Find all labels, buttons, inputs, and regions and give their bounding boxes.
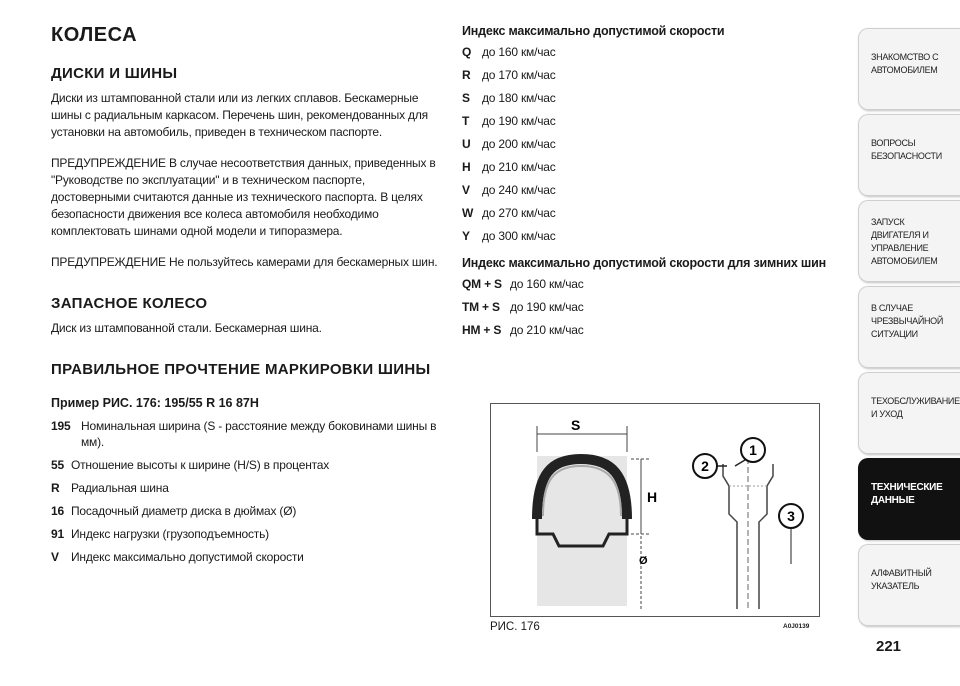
speed-value: до 160 км/час [510, 277, 584, 291]
marking-text: Номинальная ширина (S - расстояние между боковинами шины в мм). [81, 419, 437, 449]
tab-starting-driving[interactable] [858, 200, 960, 282]
speed-value: до 160 км/час [482, 45, 556, 59]
speed-value: до 190 км/час [482, 114, 556, 128]
tab-index[interactable] [858, 544, 960, 626]
marking-key: 195 [51, 419, 71, 433]
tab-technical-data[interactable] [858, 458, 960, 540]
speed-value: до 300 км/час [482, 229, 556, 243]
speed-key: U [462, 137, 471, 151]
speed-value: до 210 км/час [510, 323, 584, 337]
tab-label: АЛФАВИТНЫЙ УКАЗАТЕЛЬ [871, 568, 932, 591]
speed-key: Y [462, 229, 470, 243]
list-item [462, 44, 842, 60]
tab-label: ТЕХОБСЛУЖИВАНИЕ И УХОД [871, 396, 960, 419]
winter-speed-index-list [462, 276, 842, 338]
tire-diagram-figure [490, 403, 820, 617]
speed-key: TM + S [462, 300, 500, 314]
tab-label: ТЕХНИЧЕСКИЕ ДАННЫЕ [871, 482, 943, 506]
speed-key: Q [462, 45, 472, 59]
wheel-profile-right [723, 449, 773, 609]
callout-2 [693, 454, 717, 478]
list-item [462, 113, 842, 129]
page-number: 221 [876, 638, 902, 655]
marking-key: 16 [51, 504, 64, 518]
speed-value: до 170 км/час [482, 68, 556, 82]
speed-key: W [462, 206, 474, 220]
list-item [462, 67, 842, 83]
tab-label: В СЛУЧАЕ ЧРЕЗВЫЧАЙНОЙ СИТУАЦИИ [871, 303, 944, 339]
winter-speed-index-heading: Индекс максимально допустимой скорости для зимних шин [462, 256, 826, 270]
paragraph-spare-wheel: Диск из штампованной стали. Бескамерная шина. [51, 321, 322, 335]
dimension-label-s: S [571, 417, 581, 433]
speed-index-list [462, 44, 842, 244]
speed-key: T [462, 114, 470, 128]
marking-text: Радиальная шина [71, 481, 169, 495]
tab-emergency[interactable] [858, 286, 960, 368]
marking-list [51, 418, 446, 565]
left-column [51, 20, 446, 572]
list-item [462, 90, 842, 106]
section-title-disks-tires: ДИСКИ И ШИНЫ [51, 65, 178, 82]
svg-text:3: 3 [787, 508, 795, 524]
dimension-label-h: H [647, 489, 658, 505]
tire-section-left [537, 456, 627, 606]
speed-value: до 200 км/час [482, 137, 556, 151]
dimension-label-diameter: Ø [639, 555, 648, 567]
speed-value: до 190 км/час [510, 300, 584, 314]
speed-value: до 240 км/час [482, 183, 556, 197]
right-column [462, 24, 842, 345]
speed-key: HM + S [462, 323, 502, 337]
marking-key: R [51, 481, 60, 495]
warning-tubes: ПРЕДУПРЕЖДЕНИЕ Не пользуйтесь камерами для бескамерных шин. [51, 255, 438, 269]
tab-know-vehicle[interactable] [858, 28, 960, 110]
section-title-spare-wheel: ЗАПАСНОЕ КОЛЕСО [51, 295, 208, 312]
marking-text: Индекс максимально допустимой скорости [71, 550, 304, 564]
speed-key: H [462, 160, 471, 174]
svg-text:2: 2 [701, 458, 709, 474]
pointer-line [735, 460, 745, 466]
speed-index-heading: Индекс максимально допустимой скорости [462, 24, 725, 38]
list-item [51, 457, 446, 473]
svg-text:1: 1 [749, 442, 757, 458]
marking-key: V [51, 550, 59, 564]
list-item [462, 276, 842, 292]
marking-text: Посадочный диаметр диска в дюймах (Ø) [71, 504, 297, 518]
marking-text: Индекс нагрузки (грузоподъемность) [71, 527, 269, 541]
tab-maintenance[interactable] [858, 372, 960, 454]
chapter-tabs [858, 28, 960, 630]
list-item [462, 136, 842, 152]
speed-value: до 270 км/час [482, 206, 556, 220]
speed-key: S [462, 91, 470, 105]
tab-label: ЗНАКОМСТВО С АВТОМОБИЛЕМ [871, 52, 939, 75]
callout-1 [741, 438, 765, 462]
list-item [462, 322, 842, 338]
figure-code: A0J0139 [783, 623, 810, 630]
list-item [51, 526, 446, 542]
list-item [462, 228, 842, 244]
list-item [51, 549, 446, 565]
callout-3 [779, 504, 803, 528]
list-item [462, 205, 842, 221]
tab-label: ЗАПУСК ДВИГАТЕЛЯ И УПРАВЛЕНИЕ АВТОМОБИЛЕМ [871, 217, 938, 266]
tire-cross-section-diagram [491, 404, 819, 616]
speed-value: до 180 км/час [482, 91, 556, 105]
marking-key: 91 [51, 527, 64, 541]
tab-label: ВОПРОСЫ БЕЗОПАСНОСТИ [871, 138, 942, 161]
page-title: КОЛЕСА [51, 24, 138, 46]
list-item [51, 480, 446, 496]
list-item [462, 299, 842, 315]
section-title-tire-marking: ПРАВИЛЬНОЕ ПРОЧТЕНИЕ МАРКИРОВКИ ШИНЫ [51, 361, 431, 378]
speed-key: R [462, 68, 471, 82]
tab-safety[interactable] [858, 114, 960, 196]
marking-key: 55 [51, 458, 64, 472]
marking-text: Отношение высоты к ширине (H/S) в процентах [71, 458, 330, 472]
speed-value: до 210 км/час [482, 160, 556, 174]
marking-example-heading: Пример РИС. 176: 195/55 R 16 87H [51, 396, 259, 410]
speed-key: QM + S [462, 277, 502, 291]
paragraph-disks-tires: Диски из штампованной стали или из легких сплавов. Бескамерные шины с радиальным каркасом. Перечень шин, рекомендованных для установки на автомобиль, приведен в техническом паспорте. [51, 91, 428, 139]
list-item [51, 503, 446, 519]
list-item [462, 159, 842, 175]
speed-key: V [462, 183, 470, 197]
list-item [462, 182, 842, 198]
figure-caption: РИС. 176 [490, 621, 540, 633]
list-item [51, 418, 446, 450]
warning-passport: ПРЕДУПРЕЖДЕНИЕ В случае несоответствия данных, приведенных в "Руководстве по эксплуатации" и в техническом паспорте, достоверными считаются данные из технического паспорта. В целях безопасности движения все колеса автомобиля необходимо комплектовать шинами одной модели и типоразмера. [51, 156, 436, 238]
